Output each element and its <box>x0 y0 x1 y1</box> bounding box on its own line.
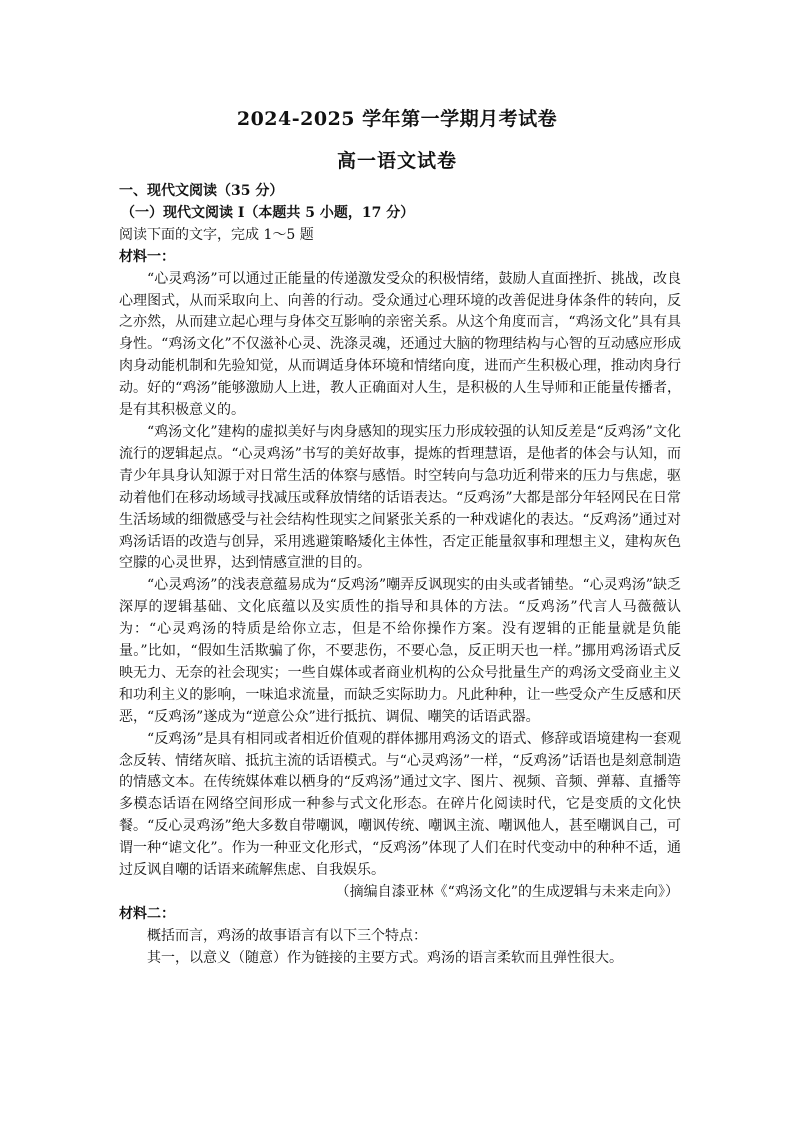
material-one-paragraph-3: “心灵鸡汤”的浅表意蕴易成为“反鸡汤”嘲弄反讽现实的由头或者铺垫。“心灵鸡汤”缺乏深厚的逻辑基础、文化底蕴以及实质性的指导和具体的方法。“反鸡汤”代言人马薇薇认为：“心灵鸡汤的特质是给你立志，但是不给你操作方案。没有逻辑的正能量就是负能量。”比如，“假如生活欺骗了你，不要悲伤，不要心急，反正明天也一样。”挪用鸡汤语式反映无力、无奈的社会现实；一些自媒体或者商业机构的公众号批量生产的鸡汤文受商业主义和功利主义的影响，一味追求流量，而缺乏实际助力。凡此种种，让一些受众产生反感和厌恶，“反鸡汤”遂成为“逆意公众”进行抵抗、调侃、嘲笑的话语武器。 <box>119 577 681 725</box>
material-one-paragraph-2: “鸡汤文化”建构的虚拟美好与肉身感知的现实压力形成较强的认知反差是“反鸡汤”文化流行的逻辑起点。“心灵鸡汤”书写的美好故事，提炼的哲理慧语，是他者的体会与认知，而青少年具身认知源于对日常生活的体察与感悟。时空转向与急功近利带来的压力与焦虑，驱动着他们在移动场域寻找减压或释放情绪的话语表达。“反鸡汤”大都是部分年轻网民在日常生活场域的细微感受与社会结构性现实之间紧张关系的一种戏谑化的表达。“反鸡汤”通过对鸡汤话语的改造与创异，采用逃避策略矮化主体性，否定正能量叙事和理想主义，建构灰色空朦的心灵世界，达到情感宣泄的目的。 <box>119 423 681 572</box>
exam-content <box>119 181 681 970</box>
material-two-label: 材料二： <box>119 905 175 922</box>
material-one-label: 材料一： <box>119 248 175 265</box>
material-one-paragraph-1: “心灵鸡汤”可以通过正能量的传递激发受众的积极情绪，鼓励人直面挫折、挑战，改良心理图式，从而采取向上、向善的行动。受众通过心理环境的改善促进身体条件的转向，反之亦然，从而建立起心理与身体交互影响的亲密关系。从这个角度而言，“鸡汤文化”具有具身性。“鸡汤文化”不仅滋补心灵、洗涤灵魂，还通过大脑的物理结构与心智的互动感应形成肉身动能机制和先验知觉，从而调适身体环境和情绪向度，进而产生积极心理，推动肉身行动。好的“鸡汤”能够激励人上进，教人正确面对人生，是积极的人生导师和正能量传播者，是有其积极意义的。 <box>119 270 681 419</box>
reading-instruction: 阅读下面的文字，完成 1～5 题 <box>119 226 314 243</box>
material-two-paragraph-1: 概括而言，鸡汤的故事语言有以下三个特点： <box>147 927 427 944</box>
exam-subtitle: 高一语文试卷 <box>336 150 457 172</box>
material-one-paragraph-4: “反鸡汤”是具有相同或者相近价值观的群体挪用鸡汤文的语式、修辞或语境建构一套观念反转、情绪灰暗、抵抗主流的话语模式。与“心灵鸡汤”一样，“反鸡汤”话语也是刻意制造的情感文本。在传统媒体难以栖身的“反鸡汤”通过文字、图片、视频、音频、弹幕、直播等多模态话语在网络空间形成一种参与式文化形态。在碎片化阅读时代，它是变质的文化快餐。“反心灵鸡汤”绝大多数自带嘲讽，嘲讽传统、嘲讽主流、嘲讽他人，甚至嘲讽自己，可谓一种“谑文化”。作为一种亚文化形式，“反鸡汤”体现了人们在时代变动中的种种不适，通过反讽自嘲的话语来疏解焦虑、自我娱乐。 <box>119 730 681 879</box>
section-subheading: （一）现代文阅读 I（本题共 5 小题，17 分） <box>121 204 415 221</box>
material-two-paragraph-2: 其一，以意义（随意）作为链接的主要方式。鸡汤的语言柔软而且弹性很大。 <box>147 949 623 966</box>
section-heading: 一、现代文阅读（35 分） <box>119 183 284 199</box>
exam-title: 2024-2025 学年第一学期月考试卷 <box>236 108 558 130</box>
material-one-source: （摘编自漆亚林《“鸡汤文化”的生成逻辑与未来走向》） <box>335 884 679 900</box>
